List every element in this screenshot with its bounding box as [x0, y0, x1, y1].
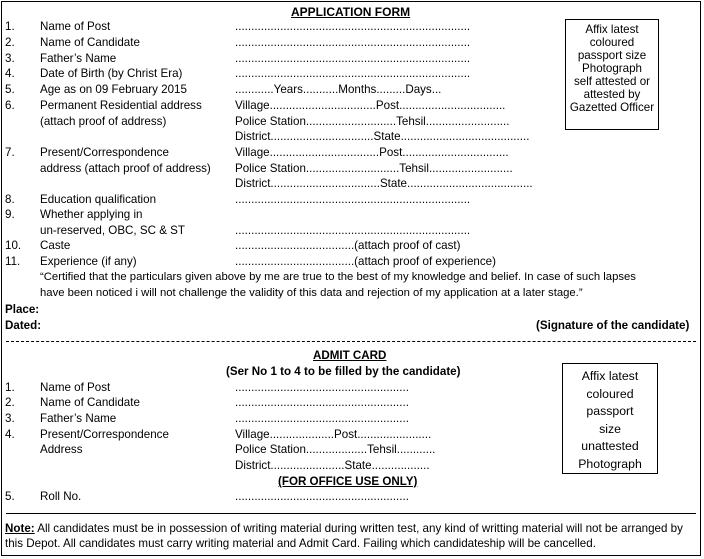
application-form-title: APPLICATION FORM	[291, 5, 411, 19]
certification-line-2: have been noticed i will not challenge the validity of this data and rejection of my application at a later stage.”	[40, 287, 583, 299]
label-education: Education qualification	[40, 193, 157, 206]
item-number: 2.	[5, 396, 15, 409]
label-experience: Experience (if any)	[40, 255, 137, 268]
note-label: Note:	[5, 522, 35, 535]
item-number: 8.	[5, 193, 15, 206]
cut-line	[6, 341, 696, 342]
item-number: 2.	[5, 36, 15, 49]
photo-box-line: coloured	[589, 36, 635, 49]
admit-label-address-2: Address	[40, 443, 83, 456]
field-age[interactable]: ............Years...........Months.........Days...	[235, 83, 442, 96]
label-present-address-proof: address (attach proof of address)	[40, 162, 211, 175]
item-number: 3.	[5, 52, 15, 65]
field-present-district-state[interactable]: District..................................State.......................................	[235, 177, 533, 190]
item-number: 9.	[5, 208, 15, 221]
photo-box-unattested	[562, 363, 658, 474]
photo-box-line: unattested	[581, 439, 639, 453]
item-number: 1.	[5, 20, 15, 33]
field-education[interactable]: .........................................................................	[235, 193, 471, 206]
photo-box-line: Affix latest	[581, 369, 639, 383]
dated-label: Dated:	[5, 319, 42, 332]
field-date-of-birth[interactable]: .........................................................................	[235, 67, 471, 80]
item-number: 4.	[5, 67, 15, 80]
item-number: 1.	[5, 381, 15, 394]
item-number: 10.	[5, 239, 22, 252]
office-use-label: (FOR OFFICE USE ONLY)	[278, 475, 418, 488]
photo-box-line: coloured	[586, 386, 634, 401]
photo-box-line: attested by	[583, 88, 641, 101]
label-name-of-post: Name of Post	[40, 20, 111, 33]
field-caste[interactable]: .....................................(attach proof of cast)	[235, 239, 461, 252]
field-present-police-station-tehsil[interactable]: Police Station.............................Tehsil..........................	[235, 162, 513, 175]
admit-label-roll-no: Roll No.	[40, 490, 82, 503]
label-fathers-name: Father’s Name	[40, 52, 117, 65]
divider	[6, 513, 696, 514]
photo-box-line: self attested or	[573, 75, 651, 88]
field-experience[interactable]: .....................................(attach proof of experience)	[235, 255, 496, 268]
field-permanent-police-station-tehsil[interactable]: Police Station............................Tehsil..........................	[235, 115, 510, 128]
note	[5, 522, 699, 551]
item-number: 11.	[5, 255, 21, 268]
field-name-of-candidate[interactable]: .........................................................................	[235, 36, 471, 49]
place-label: Place:	[5, 303, 40, 316]
admit-label-name-of-candidate: Name of Candidate	[40, 396, 140, 409]
admit-field-roll-no[interactable]: ......................................................	[235, 490, 409, 503]
admit-card-title: ADMIT CARD	[313, 349, 387, 362]
admit-field-village-post[interactable]: Village....................Post.......................	[235, 428, 432, 441]
item-number: 3.	[5, 412, 15, 425]
label-permanent-address: Permanent Residential address	[40, 99, 202, 112]
label-date-of-birth: Date of Birth (by Christ Era)	[40, 67, 183, 80]
admit-field-district-state[interactable]: District.......................State..................	[235, 459, 430, 472]
field-category[interactable]: .........................................................................	[235, 224, 471, 237]
admit-card-subtitle: (Ser No 1 to 4 to be filled by the candidate)	[226, 365, 461, 378]
note-text: All candidates must be in possession of writing material during written test, any kind of writting material will not be arranged by this Depot. All candidates must carry writing material and Admit Card. Failing which candidateship will be cancelled.	[5, 522, 683, 550]
label-name-of-candidate: Name of Candidate	[40, 36, 140, 49]
field-permanent-district-state[interactable]: District................................State........................................	[235, 130, 530, 143]
field-present-village-post[interactable]: Village..................................Post.................................	[235, 146, 509, 159]
certification-line-1: “Certified that the particulars given above by me are true to the best of my knowledge and belief. In case of such lapses	[40, 271, 636, 283]
photo-box-line: passport	[586, 404, 634, 418]
field-permanent-village-post[interactable]: Village.................................Post.................................	[235, 99, 506, 112]
admit-field-name-of-post[interactable]: ......................................................	[235, 381, 409, 394]
photo-box-line: Affix latest	[585, 23, 639, 36]
label-present-address: Present/Correspondence	[40, 146, 169, 159]
item-number: 7.	[5, 146, 15, 159]
label-category: Whether applying in	[40, 208, 143, 221]
label-category-options: un-reserved, OBC, SC & ST	[40, 224, 185, 237]
admit-field-name-of-candidate[interactable]: ......................................................	[235, 396, 409, 409]
photo-box-line: Gazetted Officer	[569, 101, 655, 114]
photo-box-line: Photograph	[578, 456, 642, 471]
field-name-of-post[interactable]: .........................................................................	[235, 20, 471, 33]
item-number: 5.	[5, 490, 15, 503]
photo-box-line: Photograph	[582, 62, 642, 75]
item-number: 5.	[5, 83, 15, 96]
photo-box-line: passport size	[577, 49, 647, 62]
admit-label-fathers-name: Father’s Name	[40, 412, 117, 425]
item-number: 4.	[5, 428, 15, 441]
admit-label-address: Present/Correspondence	[40, 428, 169, 441]
label-age: Age as on 09 February 2015	[40, 83, 187, 96]
admit-field-police-station-tehsil[interactable]: Police Station...................Tehsil............	[235, 443, 436, 456]
admit-field-fathers-name[interactable]: ......................................................	[235, 412, 409, 425]
photo-box-self-attested	[565, 19, 659, 130]
label-permanent-address-proof: (attach proof of address)	[40, 115, 167, 128]
field-fathers-name[interactable]: .........................................................................	[235, 52, 471, 65]
label-caste: Caste	[40, 239, 71, 252]
admit-label-name-of-post: Name of Post	[40, 381, 111, 394]
item-number: 6.	[5, 99, 15, 112]
photo-box-line: size	[599, 421, 621, 436]
signature-label: (Signature of the candidate)	[536, 319, 690, 332]
